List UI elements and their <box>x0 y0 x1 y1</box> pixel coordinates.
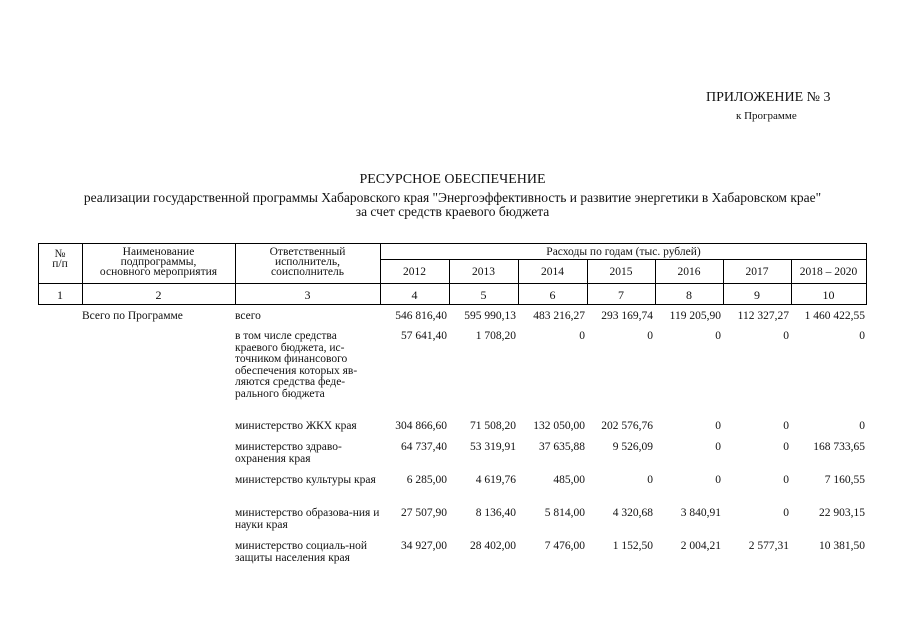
year-header: 2016 <box>677 266 701 278</box>
col-header-name-line: основного мероприятия <box>99 266 218 278</box>
row-value: 6 285,00 <box>406 474 447 486</box>
col-header-name-line: подпрограммы, <box>120 256 197 268</box>
row-value: 0 <box>783 441 789 453</box>
row-value: 3 840,91 <box>680 507 721 519</box>
row-executor: министерство культуры края <box>235 474 376 486</box>
row-value: 64 737,40 <box>401 441 447 453</box>
table-row <box>38 442 867 475</box>
header-bottom-rule <box>38 304 867 305</box>
table-row <box>38 331 867 421</box>
document-title: РЕСУРСНОЕ ОБЕСПЕЧЕНИЕ <box>359 172 546 187</box>
col-header-number-line: п/п <box>52 258 68 270</box>
row-value: 8 136,40 <box>475 507 516 519</box>
header-top-rule <box>38 243 867 244</box>
row-value: 7 476,00 <box>544 540 585 552</box>
row-value: 4 320,68 <box>612 507 653 519</box>
row-value: 595 990,13 <box>464 310 516 322</box>
column-number: 9 <box>754 288 760 302</box>
column-number: 2 <box>155 288 162 302</box>
row-executor: министерство ЖКХ края <box>235 420 357 432</box>
row-executor: в том числе средства краевого бюджета, ис-точником финансового обеспечения которых яв-ляются средства феде-рального бюджета <box>235 330 358 400</box>
row-value: 22 903,15 <box>819 507 865 519</box>
year-header: 2015 <box>609 266 633 278</box>
row-executor: министерство здраво-охранения края <box>235 441 342 465</box>
row-value: 27 507,90 <box>401 507 447 519</box>
col-header-executor <box>235 247 380 277</box>
col-header-expenses: Расходы по годам (тыс. рублей) <box>546 246 701 258</box>
row-value: 0 <box>859 420 865 432</box>
years-rule <box>380 259 867 260</box>
row-value: 112 327,27 <box>737 310 789 322</box>
row-value: 483 216,27 <box>533 310 585 322</box>
column-number: 8 <box>686 288 692 302</box>
row-value: 168 733,65 <box>813 441 865 453</box>
col-header-name <box>82 247 235 277</box>
col-header-executor-line: Ответственный <box>269 246 346 258</box>
column-number: 5 <box>480 288 487 302</box>
row-value: 71 508,20 <box>470 420 516 432</box>
col-header-name-line: Наименование <box>122 246 195 258</box>
column-number: 4 <box>411 288 418 302</box>
col-header-executor-line: соисполнитель <box>270 266 345 278</box>
row-value: 0 <box>783 474 789 486</box>
row-value: 0 <box>783 507 789 519</box>
row-value: 53 319,91 <box>470 441 516 453</box>
row-value: 202 576,76 <box>601 420 653 432</box>
table-row <box>38 311 867 331</box>
col-header-number <box>38 249 82 269</box>
table-row <box>38 421 867 442</box>
row-value: 5 814,00 <box>544 507 585 519</box>
document-subtitle <box>30 191 875 219</box>
subtitle-line-1: реализации государственной программы Хабаровского края "Энергоэффективность и развитие энергетики в Хабаровском крае" <box>83 190 822 205</box>
row-executor: министерство социаль-ной защиты населения края <box>235 540 368 564</box>
table-header <box>38 243 867 305</box>
row-value: 0 <box>715 474 721 486</box>
row-value: 293 169,74 <box>601 310 653 322</box>
row-value: 0 <box>715 441 721 453</box>
column-number: 6 <box>549 288 556 302</box>
row-value: 2 004,21 <box>680 540 721 552</box>
year-header: 2012 <box>403 266 426 278</box>
row-value: 2 577,31 <box>748 540 789 552</box>
appendix-label: ПРИЛОЖЕНИЕ № 3 <box>706 90 831 105</box>
row-value: 0 <box>783 420 789 432</box>
row-value: 0 <box>647 330 653 342</box>
row-value: 9 526,09 <box>612 441 653 453</box>
column-number: 1 <box>57 288 63 302</box>
row-value: 0 <box>783 330 789 342</box>
row-value: 0 <box>859 330 865 342</box>
row-name: Всего по Программе <box>82 310 183 322</box>
col-header-executor-line: исполнитель, <box>274 256 341 268</box>
row-value: 34 927,00 <box>401 540 447 552</box>
year-header: 2017 <box>745 266 769 278</box>
row-value: 0 <box>579 330 585 342</box>
row-value: 0 <box>715 420 721 432</box>
row-value: 119 205,90 <box>669 310 721 322</box>
row-value: 1 460 422,55 <box>804 310 865 322</box>
row-executor: всего <box>235 310 261 322</box>
row-value: 1 708,20 <box>475 330 516 342</box>
column-number: 10 <box>822 288 835 302</box>
col-header-number-line: № <box>54 248 66 260</box>
row-value: 485,00 <box>553 474 585 486</box>
row-value: 37 635,88 <box>539 441 585 453</box>
row-value: 57 641,40 <box>401 330 447 342</box>
row-executor: министерство образова-ния и науки края <box>235 507 380 531</box>
subtitle-line-2: за счет средств краевого бюджета <box>355 204 550 219</box>
year-header: 2014 <box>541 266 564 278</box>
row-value: 0 <box>647 474 653 486</box>
year-header: 2018 – 2020 <box>799 266 858 278</box>
column-number: 3 <box>304 288 311 302</box>
appendix-subtitle: к Программе <box>736 110 797 122</box>
column-number: 7 <box>618 288 624 302</box>
table-row <box>38 475 867 508</box>
row-value: 1 152,50 <box>612 540 653 552</box>
row-value: 132 050,00 <box>533 420 585 432</box>
row-value: 7 160,55 <box>824 474 865 486</box>
year-header: 2013 <box>472 266 495 278</box>
row-value: 304 866,60 <box>395 420 447 432</box>
table-row <box>38 508 867 541</box>
table-row <box>38 541 867 585</box>
header-mid-rule <box>38 283 867 284</box>
row-value: 4 619,76 <box>475 474 516 486</box>
row-value: 0 <box>715 330 721 342</box>
row-value: 28 402,00 <box>470 540 516 552</box>
row-value: 10 381,50 <box>819 540 865 552</box>
row-value: 546 816,40 <box>395 310 447 322</box>
table-body <box>38 311 867 585</box>
